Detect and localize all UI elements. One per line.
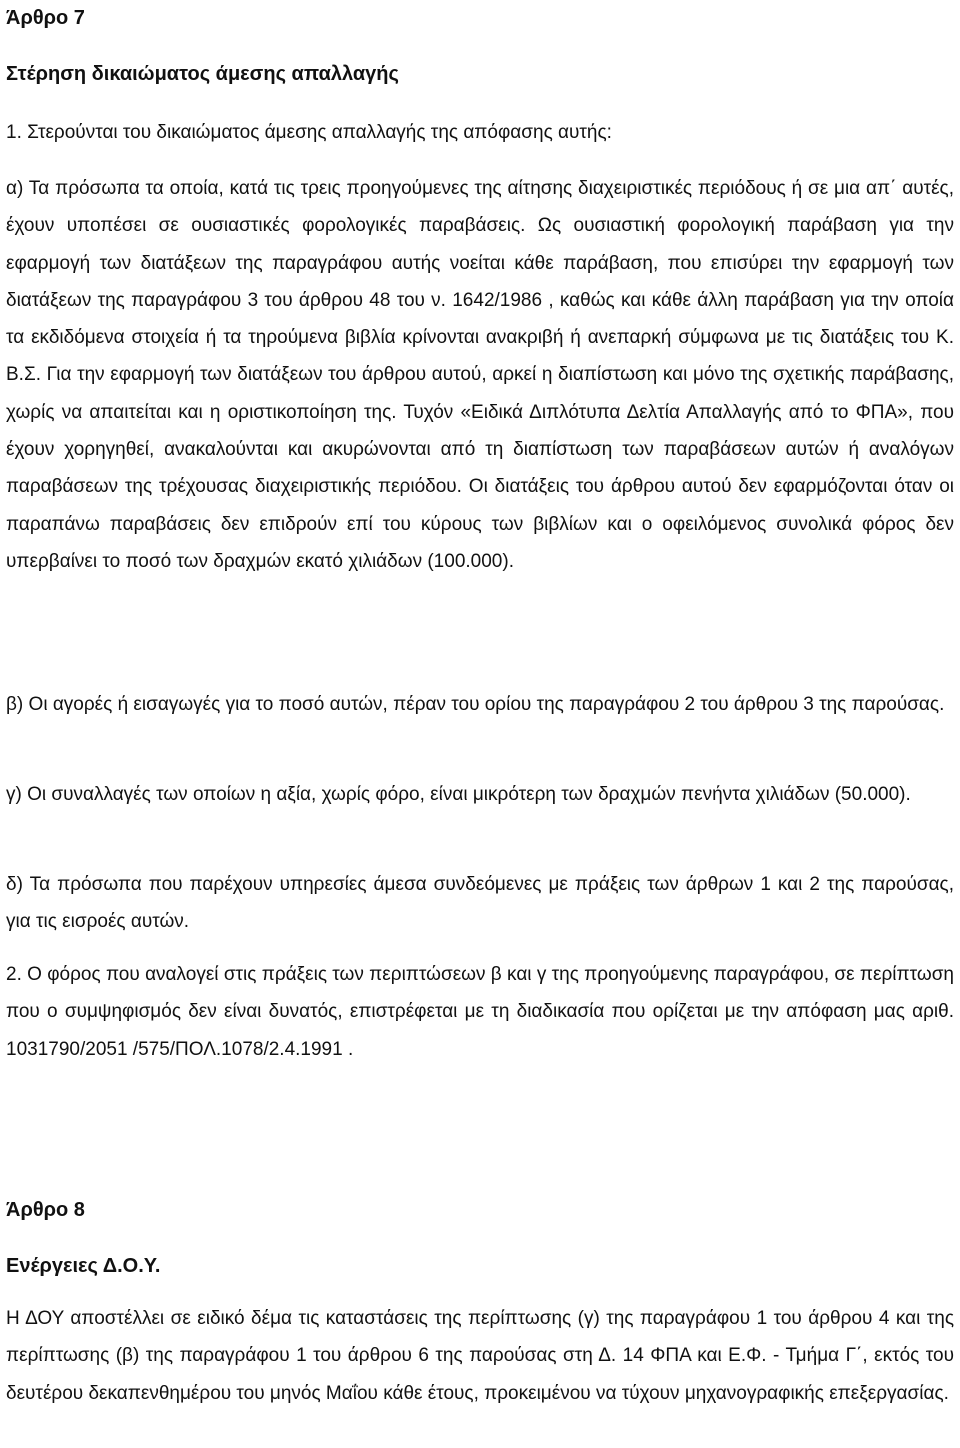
article-7-paragraph-1: 1. Στερούνται του δικαιώματος άμεσης απαλλαγής της απόφασης αυτής:	[6, 122, 612, 143]
article-7-heading: Άρθρο 7	[6, 7, 85, 29]
article-7-title: Στέρηση δικαιώματος άμεσης απαλλαγής	[6, 63, 399, 85]
article-7-paragraph-2: 2. Ο φόρος που αναλογεί στις πράξεις των περιπτώσεων β και γ της προηγούμενης παραγράφου, σε περίπτωση που ο συμψηφισμός δεν είναι δυνατός, επιστρέφεται με τη διαδικασία που ορίζεται με την απόφαση μας αριθ. 1031790/2051 /575/ΠΟΛ.1078/2.4.1991 .	[6, 964, 954, 1060]
article-7-item-c: γ) Οι συναλλαγές των οποίων η αξία, χωρίς φόρο, είναι μικρότερη των δραχμών πενήντα χιλιάδων (50.000).	[6, 784, 911, 805]
article-7-item-d: δ) Τα πρόσωπα που παρέχουν υπηρεσίες άμεσα συνδεόμενες με πράξεις των άρθρων 1 και 2 της παρούσας, για τις εισροές αυτών.	[6, 874, 954, 933]
article-8-heading: Άρθρο 8	[6, 1199, 85, 1221]
article-7-item-b: β) Οι αγορές ή εισαγωγές για το ποσό αυτών, πέραν του ορίου της παραγράφου 2 του άρθρου 3 της παρούσας.	[6, 694, 945, 715]
article-7-item-a: α) Τα πρόσωπα τα οποία, κατά τις τρεις προηγούμενες της αίτησης διαχειριστικές περιόδους ή σε μια απ΄ αυτές, έχουν υποπέσει σε ουσιαστικές φορολογικές παραβάσεις. Ως ουσιαστική φορολογική παράβαση για την εφαρμογή των διατάξεων της παραγράφου αυτής νοείται κάθε παράβαση, που επισύρει την εφαρμογή των διατάξεων της παραγράφου 3 του άρθρου 48 του ν. 1642/1986 , καθώς και κάθε άλλη παράβαση για την οποία τα εκδιδόμενα στοιχεία ή τα τηρούμενα βιβλία κρίνονται ανακριβή ή ανεπαρκή σύμφωνα με τις διατάξεις του Κ. Β.Σ. Για την εφαρμογή των διατάξεων του άρθρου αυτού, αρκεί η διαπίστωση και μόνο της σχετικής παράβασης, χωρίς να απαιτείται και η οριστικοποίηση της. Τυχόν «Ειδικά Διπλότυπα Δελτία Απαλλαγής από το ΦΠΑ», που έχουν χορηγηθεί, ανακαλούνται και ακυρώνονται από τη διαπίστωση των παραβάσεων αυτών ή αναλόγων παραβάσεων της τρέχουσας διαχειριστικής περιόδου. Οι διατάξεις του άρθρου αυτού δεν εφαρμόζονται όταν οι παραπάνω παραβάσεις δεν επιδρούν επί του κύρους των βιβλίων και ο οφειλόμενος συνολικά φόρος δεν υπερβαίνει το ποσό των δραχμών εκατό χιλιάδων (100.000).	[6, 178, 954, 572]
article-8-paragraph-1: Η ΔΟΥ αποστέλλει σε ειδικό δέμα τις καταστάσεις της περίπτωσης (γ) της παραγράφου 1 του άρθρου 4 και της περίπτωσης (β) της παραγράφου 1 του άρθρου 6 της παρούσας στη Δ. 14 ΦΠΑ και Ε.Φ. - Τμήμα Γ΄, εκτός του δευτέρου δεκαπενθημέρου του μηνός Μαΐου κάθε έτους, προκειμένου να τύχουν μηχανογραφικής επεξεργασίας.	[6, 1308, 954, 1404]
article-8-title: Ενέργειες Δ.Ο.Υ.	[6, 1255, 161, 1277]
